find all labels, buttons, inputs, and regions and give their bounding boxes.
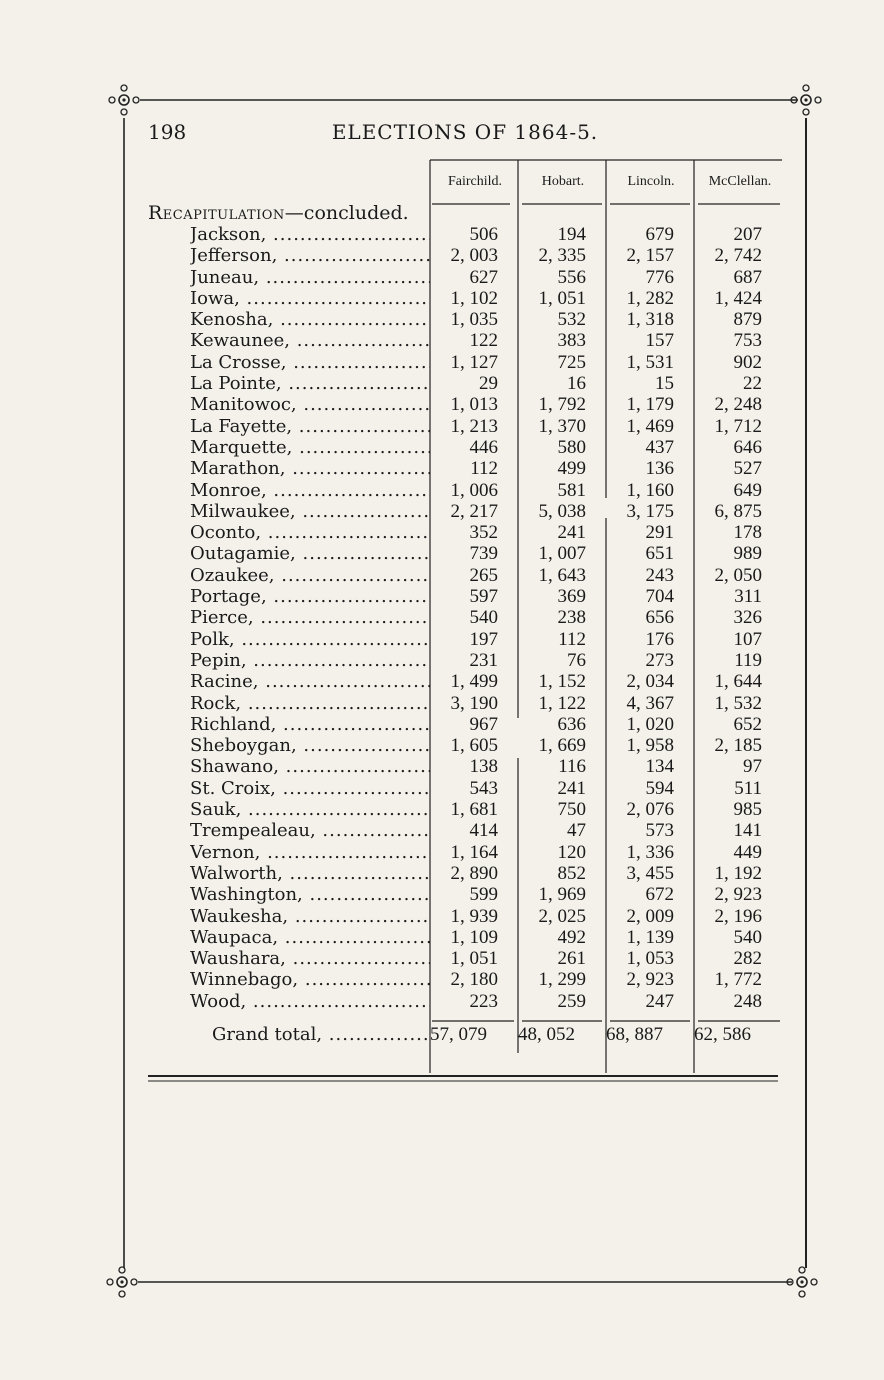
mcclellan-votes: 1, 644 [714,671,762,693]
lincoln-votes: 273 [645,649,674,671]
county-name: Racine, ..... [190,671,430,692]
lincoln-votes: 1, 020 [626,713,674,735]
county-name: Manitowoc, ..... [190,394,430,415]
lincoln-votes: 1, 160 [626,479,674,501]
table-row [148,991,782,1012]
hobart-votes: 194 [557,224,586,245]
mcclellan-votes: 687 [733,266,762,288]
table-row [148,693,782,714]
lincoln-votes: 672 [645,884,674,906]
lincoln-votes: 437 [645,436,674,458]
hobart-votes: 259 [557,990,586,1012]
hobart-votes: 581 [557,479,586,501]
hobart-votes: 47 [567,820,586,842]
lincoln-votes: 1, 531 [626,351,674,373]
hobart-votes: 499 [557,458,586,480]
fairchild-votes: 122 [469,330,498,352]
hobart-votes: 120 [557,841,586,863]
table-row [148,288,782,309]
page-header [148,120,782,150]
mcclellan-votes: 753 [733,330,762,352]
lincoln-votes: 4, 367 [626,692,674,714]
mcclellan-votes: 511 [734,777,762,799]
county-name: Waupaca, ..... [190,927,430,948]
section-title-rest: —concluded. [284,202,409,224]
county-name: Sheboygan, ..... [190,735,430,756]
lincoln-votes: 1, 179 [626,394,674,416]
county-name: Ozaukee, ..... [190,565,430,586]
county-name: Milwaukee, ..... [190,501,430,522]
county-name: Waushara, ..... [190,948,430,969]
fairchild-votes: 265 [469,564,498,586]
table-row [148,863,782,884]
fairchild-votes: 543 [469,777,498,799]
fairchild-votes: 2, 217 [450,500,498,522]
hobart-votes: 556 [557,266,586,288]
mcclellan-votes: 449 [733,841,762,863]
mcclellan-votes: 2, 248 [714,394,762,416]
mcclellan-votes: 326 [733,607,762,629]
section-title-smallcaps: Recapitulation [148,202,285,224]
fairchild-votes: 446 [469,436,498,458]
table-row [148,565,782,586]
fairchild-votes: 1, 681 [450,799,498,821]
fairchild-votes: 2, 890 [450,862,498,884]
table-row [148,309,782,330]
section-title [148,202,409,224]
mcclellan-votes: 1, 424 [714,287,762,309]
corner-ornament-icon [784,1264,820,1300]
mcclellan-votes: 902 [733,351,762,373]
hobart-votes: 1, 122 [538,692,586,714]
table-row [148,735,782,756]
lincoln-votes: 136 [645,458,674,480]
table-row [148,884,782,905]
mcclellan-votes: 1, 192 [714,862,762,884]
mcclellan-votes: 540 [733,926,762,948]
county-name: Iowa, ..... [190,288,430,309]
lincoln-votes: 776 [645,266,674,288]
lincoln-votes: 243 [645,564,674,586]
lincoln-votes: 157 [645,330,674,352]
fairchild-votes: 197 [469,628,498,650]
lincoln-votes: 1, 469 [626,415,674,437]
hobart-votes: 1, 969 [538,884,586,906]
table-body [148,224,782,1012]
lincoln-votes: 704 [645,586,674,608]
lincoln-votes: 1, 336 [626,841,674,863]
lincoln-votes: 2, 076 [626,799,674,821]
grand-total-lincoln: 68, 887 [606,1024,663,1045]
mcclellan-votes: 2, 050 [714,564,762,586]
fairchild-votes: 1, 102 [450,287,498,309]
table-row [148,458,782,479]
mcclellan-votes: 141 [733,820,762,842]
lincoln-votes: 2, 009 [626,905,674,927]
mcclellan-votes: 989 [733,543,762,565]
mcclellan-votes: 97 [743,756,762,778]
lincoln-votes: 134 [645,756,674,778]
lincoln-votes: 3, 175 [626,500,674,522]
grand-total-fairchild: 57, 079 [430,1024,487,1045]
table-row [148,543,782,564]
hobart-votes: 1, 051 [538,287,586,309]
grand-total-hobart: 48, 052 [518,1024,575,1045]
mcclellan-votes: 879 [733,309,762,331]
lincoln-votes: 1, 282 [626,287,674,309]
table-row [148,501,782,522]
mcclellan-votes: 282 [733,948,762,970]
county-name: La Crosse, ..... [190,352,430,373]
mcclellan-votes: 2, 196 [714,905,762,927]
hobart-votes: 1, 643 [538,564,586,586]
lincoln-votes: 594 [645,777,674,799]
county-name: Wood, ..... [190,991,430,1012]
hobart-votes: 112 [558,628,586,650]
lincoln-votes: 15 [655,373,674,395]
county-name: Juneau, ..... [190,267,430,288]
hobart-votes: 1, 669 [538,735,586,757]
mcclellan-votes: 1, 712 [714,415,762,437]
fairchild-votes: 231 [469,649,498,671]
corner-ornament-icon [788,82,824,118]
table-row [148,820,782,841]
fairchild-votes: 414 [469,820,498,842]
county-name: Pepin, ..... [190,650,430,671]
county-name: Jefferson, ..... [190,245,430,266]
hobart-votes: 116 [558,756,586,778]
hobart-votes: 16 [567,373,586,395]
fairchild-votes: 627 [469,266,498,288]
table-row [148,650,782,671]
table-row [148,714,782,735]
lincoln-votes: 573 [645,820,674,842]
lincoln-votes: 2, 157 [626,245,674,267]
mcclellan-votes: 985 [733,799,762,821]
lincoln-votes: 1, 053 [626,948,674,970]
fairchild-votes: 597 [469,586,498,608]
lincoln-votes: 679 [645,224,674,245]
table-row [148,480,782,501]
hobart-votes: 261 [557,948,586,970]
county-name: St. Croix, ..... [190,778,430,799]
fairchild-votes: 1, 109 [450,926,498,948]
county-name: Walworth, ..... [190,863,430,884]
fairchild-votes: 1, 213 [450,415,498,437]
county-name: Washington, ..... [190,884,430,905]
lincoln-votes: 651 [645,543,674,565]
county-name: Jackson, ..... [190,224,430,245]
table-row [148,969,782,990]
corner-ornament-icon [106,82,142,118]
county-name: La Pointe, ..... [190,373,430,394]
table-row [148,799,782,820]
mcclellan-votes: 6, 875 [714,500,762,522]
fairchild-votes: 1, 164 [450,841,498,863]
county-name: Richland, ..... [190,714,430,735]
mcclellan-votes: 646 [733,436,762,458]
table-row [148,352,782,373]
fairchild-votes: 739 [469,543,498,565]
county-name: Shawano, ..... [190,756,430,777]
fairchild-votes: 29 [479,373,498,395]
hobart-votes: 383 [557,330,586,352]
fairchild-votes: 599 [469,884,498,906]
mcclellan-votes: 527 [733,458,762,480]
fairchild-votes: 1, 939 [450,905,498,927]
mcclellan-votes: 248 [733,990,762,1012]
hobart-votes: 76 [567,649,586,671]
fairchild-votes: 1, 013 [450,394,498,416]
county-name: Vernon, ..... [190,842,430,863]
table-row [148,245,782,266]
hobart-votes: 1, 370 [538,415,586,437]
hobart-votes: 580 [557,436,586,458]
column-header-fairchild: Fairchild. [447,174,503,189]
hobart-votes: 636 [557,713,586,735]
county-name: Waukesha, ..... [190,906,430,927]
fairchild-votes: 1, 006 [450,479,498,501]
county-name: Polk, ..... [190,629,430,650]
table-row [148,416,782,437]
lincoln-votes: 3, 455 [626,862,674,884]
county-name: Sauk, ..... [190,799,430,820]
table-row [148,437,782,458]
county-name: Outagamie, ..... [190,543,430,564]
election-table [148,158,782,1078]
fairchild-votes: 506 [469,224,498,245]
column-header-mcclellan: McClellan. [708,174,772,189]
county-name: Monroe, ..... [190,480,430,501]
table-row [148,586,782,607]
lincoln-votes: 656 [645,607,674,629]
hobart-votes: 532 [557,309,586,331]
mcclellan-votes: 107 [733,628,762,650]
mcclellan-votes: 1, 532 [714,692,762,714]
fairchild-votes: 540 [469,607,498,629]
table-row [148,373,782,394]
mcclellan-votes: 2, 185 [714,735,762,757]
hobart-votes: 241 [557,522,586,544]
lincoln-votes: 247 [645,990,674,1012]
hobart-votes: 369 [557,586,586,608]
table-row [148,778,782,799]
table-row [148,224,782,245]
table-row [148,394,782,415]
hobart-votes: 1, 007 [538,543,586,565]
county-name: Rock, ..... [190,693,430,714]
mcclellan-votes: 649 [733,479,762,501]
page-number: 198 [148,120,187,144]
fairchild-votes: 138 [469,756,498,778]
hobart-votes: 492 [557,926,586,948]
mcclellan-votes: 119 [734,649,762,671]
lincoln-votes: 291 [645,522,674,544]
grand-total-row [148,1024,782,1048]
fairchild-votes: 112 [470,458,498,480]
county-name: Pierce, ..... [190,607,430,628]
hobart-votes: 5, 038 [538,500,586,522]
county-name: Trempealeau, ..... [190,820,430,841]
hobart-votes: 238 [557,607,586,629]
table-row [148,607,782,628]
table-row [148,756,782,777]
hobart-votes: 750 [557,799,586,821]
table-row [148,629,782,650]
table-row [148,330,782,351]
fairchild-votes: 352 [469,522,498,544]
lincoln-votes: 1, 958 [626,735,674,757]
grand-total-mcclellan: 62, 586 [694,1024,751,1045]
fairchild-votes: 967 [469,713,498,735]
county-name: Winnebago, ..... [190,969,430,990]
county-name: Marathon, ..... [190,458,430,479]
mcclellan-votes: 1, 772 [714,969,762,991]
hobart-votes: 852 [557,862,586,884]
county-name: Portage, ..... [190,586,430,607]
table-row [148,671,782,692]
column-header-lincoln: Lincoln. [627,174,675,189]
closing-double-rule [148,1074,782,1086]
lincoln-votes: 1, 139 [626,926,674,948]
county-name: Oconto, ..... [190,522,430,543]
mcclellan-votes: 652 [733,713,762,735]
fairchild-votes: 223 [469,990,498,1012]
county-name: Kenosha, ..... [190,309,430,330]
county-name: La Fayette, ..... [190,416,430,437]
table-row [148,948,782,969]
hobart-votes: 2, 335 [538,245,586,267]
fairchild-votes: 2, 180 [450,969,498,991]
mcclellan-votes: 2, 742 [714,245,762,267]
hobart-votes: 1, 152 [538,671,586,693]
lincoln-votes: 1, 318 [626,309,674,331]
fairchild-votes: 3, 190 [450,692,498,714]
mcclellan-votes: 311 [734,586,762,608]
table-row [148,522,782,543]
fairchild-votes: 1, 127 [450,351,498,373]
table-row [148,842,782,863]
fairchild-votes: 1, 499 [450,671,498,693]
lincoln-votes: 2, 034 [626,671,674,693]
lincoln-votes: 2, 923 [626,969,674,991]
table-row [148,267,782,288]
fairchild-votes: 1, 605 [450,735,498,757]
county-name: Kewaunee, ..... [190,330,430,351]
fairchild-votes: 1, 051 [450,948,498,970]
table-row [148,906,782,927]
fairchild-votes: 2, 003 [450,245,498,267]
fairchild-votes: 1, 035 [450,309,498,331]
hobart-votes: 241 [557,777,586,799]
hobart-votes: 1, 299 [538,969,586,991]
table-row [148,927,782,948]
mcclellan-votes: 22 [743,373,762,395]
running-head: ELECTIONS OF 1864-5. [331,120,599,144]
lincoln-votes: 176 [645,628,674,650]
hobart-votes: 2, 025 [538,905,586,927]
mcclellan-votes: 178 [733,522,762,544]
mcclellan-votes: 2, 923 [714,884,762,906]
hobart-votes: 725 [557,351,586,373]
mcclellan-votes: 207 [733,224,762,245]
grand-total-label: Grand total, ..... [212,1024,430,1045]
column-header-hobart: Hobart. [541,174,585,189]
hobart-votes: 1, 792 [538,394,586,416]
county-name: Marquette, ..... [190,437,430,458]
corner-ornament-icon [104,1264,140,1300]
